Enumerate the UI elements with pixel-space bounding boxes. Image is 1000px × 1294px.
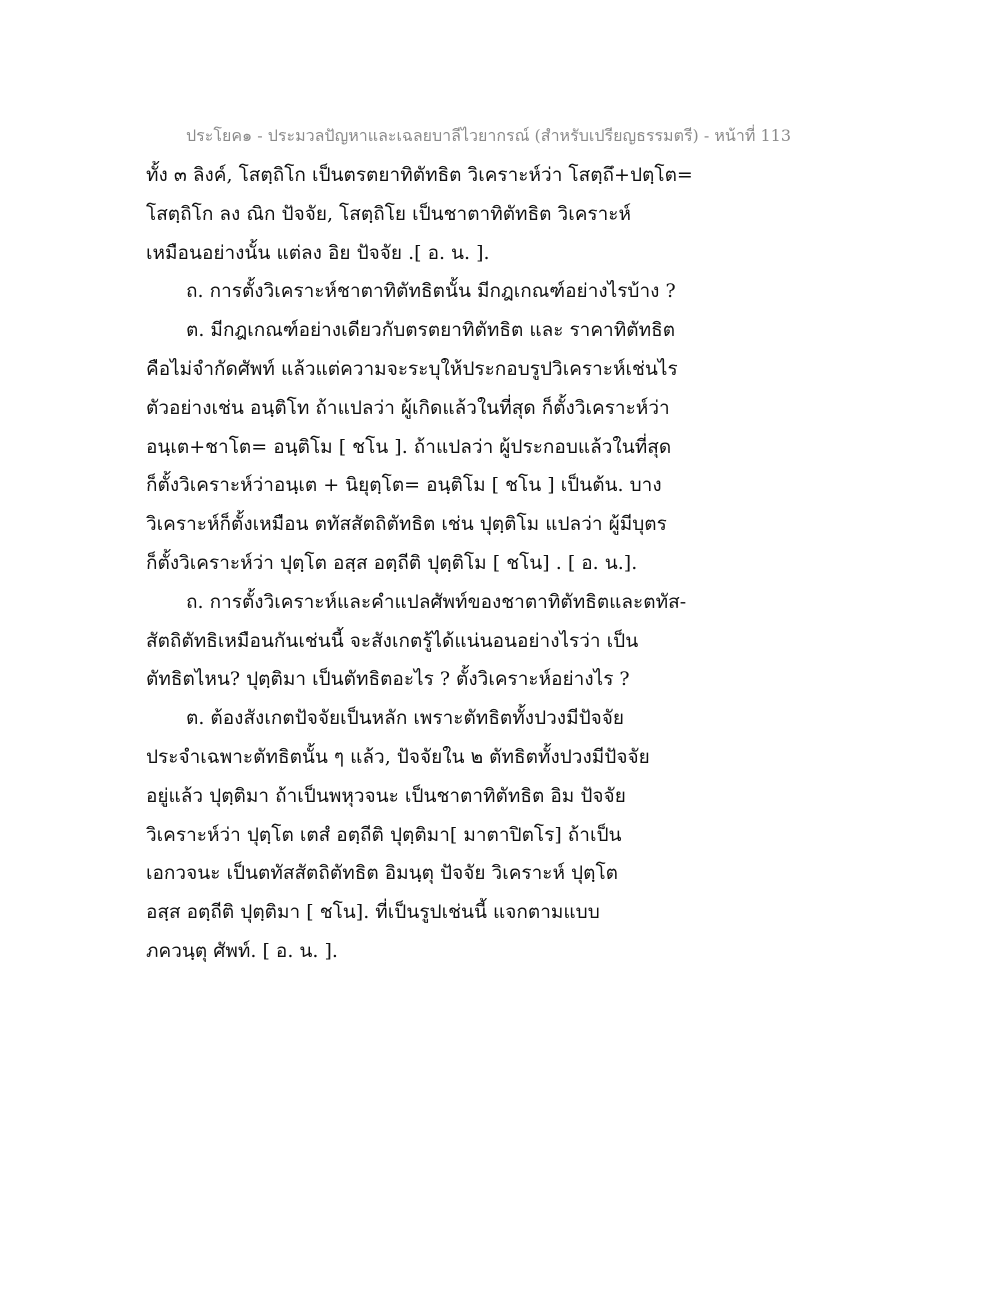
text-line: วิเคราะห์ก็ตั้งเหมือน ตทัสสัตถิตัทธิต เช่น ปุตฺติโม แปลว่า ผู้มีบุตร	[146, 513, 667, 536]
body-text	[146, 160, 706, 975]
text-line: ประจำเฉพาะตัทธิตนั้น ๆ แล้ว, ปัจจัยใน ๒ ตัทธิตทั้งปวงมีปัจจัย	[146, 745, 650, 768]
text-line: ภควนฺตุ ศัพท์. [ อ. น. ].	[146, 939, 338, 962]
text-line: ตัทธิตไหน? ปุตฺติมา เป็นตัทธิตอะไร ? ตั้งวิเคราะห์อย่างไร ?	[146, 668, 630, 691]
text-line: อยู่แล้ว ปุตฺติมา ถ้าเป็นพหุวจนะ เป็นชาตาทิตัทธิต อิม ปัจจัย	[146, 784, 626, 807]
text-line: วิเคราะห์ว่า ปุตฺโต เตสํ อตฺถีติ ปุตฺติมา[ มาตาปิตโร] ถ้าเป็น	[146, 823, 622, 846]
text-line: ตัวอย่างเช่น อนฺติโท ถ้าแปลว่า ผู้เกิดแล้วในที่สุด ก็ตั้งวิเคราะห์ว่า	[146, 396, 670, 419]
running-header: ประโยค๑ - ประมวลปัญหาและเฉลยบาลีไวยากรณ์ (สำหรับเปรียญธรรมตรี) - หน้าที่ 113	[186, 126, 792, 145]
text-line: คือไม่จำกัดศัพท์ แล้วแต่ความจะระบุให้ประกอบรูปวิเคราะห์เช่นไร	[146, 357, 678, 380]
text-line: โสตฺถิโก ลง ณิก ปัจจัย, โสตฺถิโย เป็นชาตาทิตัทธิต วิเคราะห์	[146, 202, 632, 225]
answer-line: ต. มีกฎเกณฑ์อย่างเดียวกับตรตยาทิตัทธิต และ ราคาทิตัทธิต	[186, 319, 676, 342]
answer-line: ต. ต้องสังเกตปัจจัยเป็นหลัก เพราะตัทธิตทั้งปวงมีปัจจัย	[186, 707, 625, 730]
text-line: อนฺเต+ชาโต= อนฺติโม [ ชโน ]. ถ้าแปลว่า ผู้ประกอบแล้วในที่สุด	[146, 435, 672, 458]
text-line: เหมือนอย่างนั้น แต่ลง อิย ปัจจัย .[ อ. น. ].	[146, 241, 490, 264]
text-line: เอกวจนะ เป็นตทัสสัตถิตัทธิต อิมนฺตุ ปัจจัย วิเคราะห์ ปุตฺโต	[146, 862, 618, 885]
text-line: ทั้ง ๓ ลิงค์, โสตฺถิโก เป็นตรตยาทิตัทธิต วิเคราะห์ว่า โสตฺถึ+ปตฺโต=	[146, 164, 693, 186]
question-line: ถ. การตั้งวิเคราะห์ชาตาทิตัทธิตนั้น มีกฎเกณฑ์อย่างไรบ้าง ?	[186, 280, 676, 303]
text-line: ก็ตั้งวิเคราะห์ว่า ปุตฺโต อสฺส อตฺถีติ ปุตฺติโม [ ชโน] . [ อ. น.].	[146, 551, 638, 574]
text-line: อสฺส อตฺถีติ ปุตฺติมา [ ชโน]. ที่เป็นรูปเช่นนี้ แจกตามแบบ	[146, 901, 600, 924]
question-line: ถ. การตั้งวิเคราะห์และคำแปลศัพท์ของชาตาทิตัทธิตและตทัส-	[186, 590, 687, 613]
text-line: ก็ตั้งวิเคราะห์ว่าอนฺเต + นิยุตฺโต= อนฺติโม [ ชโน ] เป็นต้น. บาง	[146, 474, 662, 497]
text-line: สัตถิตัทธิเหมือนกันเช่นนี้ จะสังเกตรู้ได้แน่นอนอย่างไรว่า เป็น	[146, 629, 639, 652]
